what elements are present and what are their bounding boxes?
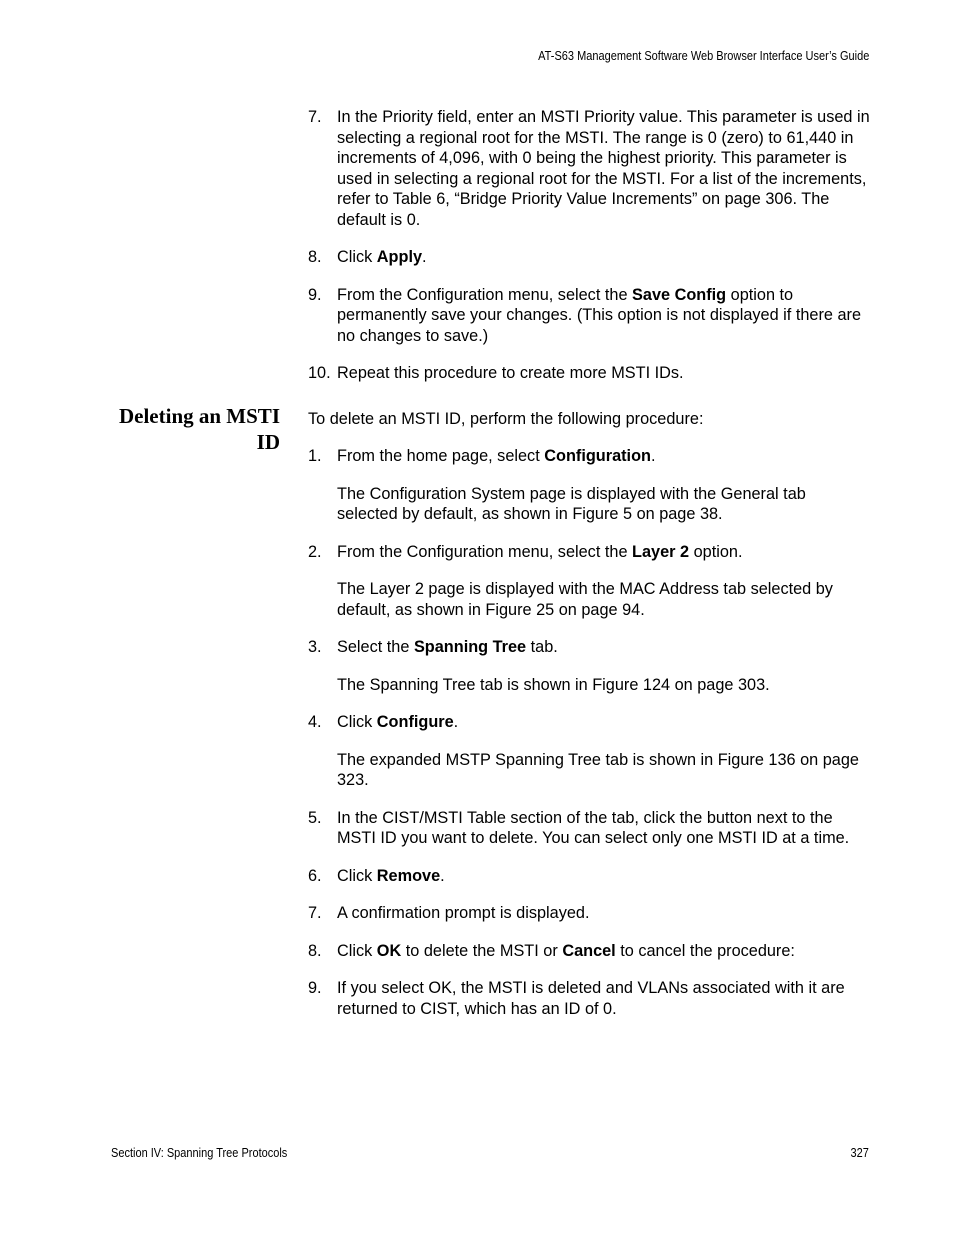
step-text: In the Priority field, enter an MSTI Priority value. This parameter is used in selecting a regional root for the MSTI. The range is 0 (zero) to 61,440 in increments of 4,096, with 0 being the highest priority. This parameter is used in selecting a regional root for the MSTI. For a list of the increments, refer to Table 6, “Bridge Priority Value Increments” on page 306. The default is 0. — [337, 108, 870, 229]
list-item-step-8 — [308, 247, 870, 268]
step-text: Select the Spanning Tree tab. — [337, 638, 558, 656]
step-number: 1. — [308, 447, 322, 465]
step-number: 9. — [308, 285, 322, 304]
ui-term: Remove — [376, 866, 441, 885]
step-number: 10. — [308, 364, 331, 382]
list-item-step-10 — [308, 363, 870, 384]
list-item-step-6 — [308, 866, 870, 887]
step-text: Click OK to delete the MSTI or Cancel to cancel the procedure: — [337, 941, 795, 960]
step-text: In the CIST/MSTI Table section of the tab, click the button next to the MSTI ID you want to delete. You can select only one MSTI ID at a time. — [337, 808, 850, 847]
list-item-step-9b — [308, 978, 870, 1019]
step-number: 5. — [308, 808, 322, 827]
list-item-step-2 — [308, 542, 870, 563]
step-number: 9. — [308, 979, 322, 997]
step-text: If you select OK, the MSTI is deleted and VLANs associated with it are returned to CIST, which has an ID of 0. — [337, 979, 845, 1018]
ui-term: Configuration — [544, 447, 651, 465]
ui-term: Configure — [376, 713, 454, 731]
ui-term: Layer 2 — [632, 542, 690, 561]
list-item-step-4 — [308, 712, 870, 733]
step-text: Click Apply. — [337, 248, 427, 266]
list-item-step-7b — [308, 903, 870, 924]
running-header: AT-S63 Management Software Web Browser Interface User’s Guide — [537, 49, 869, 63]
list-item-step-3 — [308, 637, 870, 658]
page-number: 327 — [850, 1146, 869, 1160]
step-text: From the home page, select Configuration. — [337, 447, 656, 465]
intro-paragraph: To delete an MSTI ID, perform the following procedure: — [308, 409, 704, 428]
step-number: 2. — [308, 542, 322, 561]
step-number: 8. — [308, 941, 322, 960]
step-number: 8. — [308, 248, 322, 266]
step-number: 6. — [308, 866, 322, 885]
ui-term: Spanning Tree — [413, 638, 527, 656]
ui-term: Cancel — [562, 941, 616, 960]
ui-term: Apply — [376, 248, 423, 266]
list-item-step-5 — [308, 808, 870, 849]
ui-term: OK — [376, 941, 402, 960]
body-content — [308, 107, 870, 1019]
step-text: Click Remove. — [337, 866, 445, 885]
list-item-step-8b — [308, 941, 870, 962]
list-item-step-1 — [308, 446, 870, 467]
list-item-step-7 — [308, 107, 870, 230]
footer-section-name: Section IV: Spanning Tree Protocols — [111, 1146, 288, 1160]
step-text: A confirmation prompt is displayed. — [337, 904, 590, 922]
step-number: 4. — [308, 713, 322, 731]
ui-term: Save Config — [632, 285, 727, 304]
step-note: The Configuration System page is displayed with the General tab selected by default, as shown in Figure 5 on page 38. — [337, 484, 806, 523]
step-text: From the Configuration menu, select the Layer 2 option. — [337, 542, 743, 561]
step-note: The Spanning Tree tab is shown in Figure 124 on page 303. — [337, 675, 770, 694]
step-text: Repeat this procedure to create more MSTI IDs. — [337, 364, 684, 382]
list-item-step-9 — [308, 285, 870, 347]
step-number: 7. — [308, 108, 322, 126]
step-note: The Layer 2 page is displayed with the MAC Address tab selected by default, as shown in Figure 25 on page 94. — [337, 580, 833, 619]
step-note: The expanded MSTP Spanning Tree tab is shown in Figure 136 on page 323. — [337, 750, 859, 789]
section-heading: Deleting an MSTI ID — [118, 404, 280, 454]
step-text: From the Configuration menu, select the Save Config option to permanently save your changes. (This option is not displayed if there are no changes to save.) — [337, 285, 861, 345]
step-text: Click Configure. — [337, 713, 459, 731]
step-number: 7. — [308, 904, 322, 922]
step-number: 3. — [308, 638, 322, 656]
